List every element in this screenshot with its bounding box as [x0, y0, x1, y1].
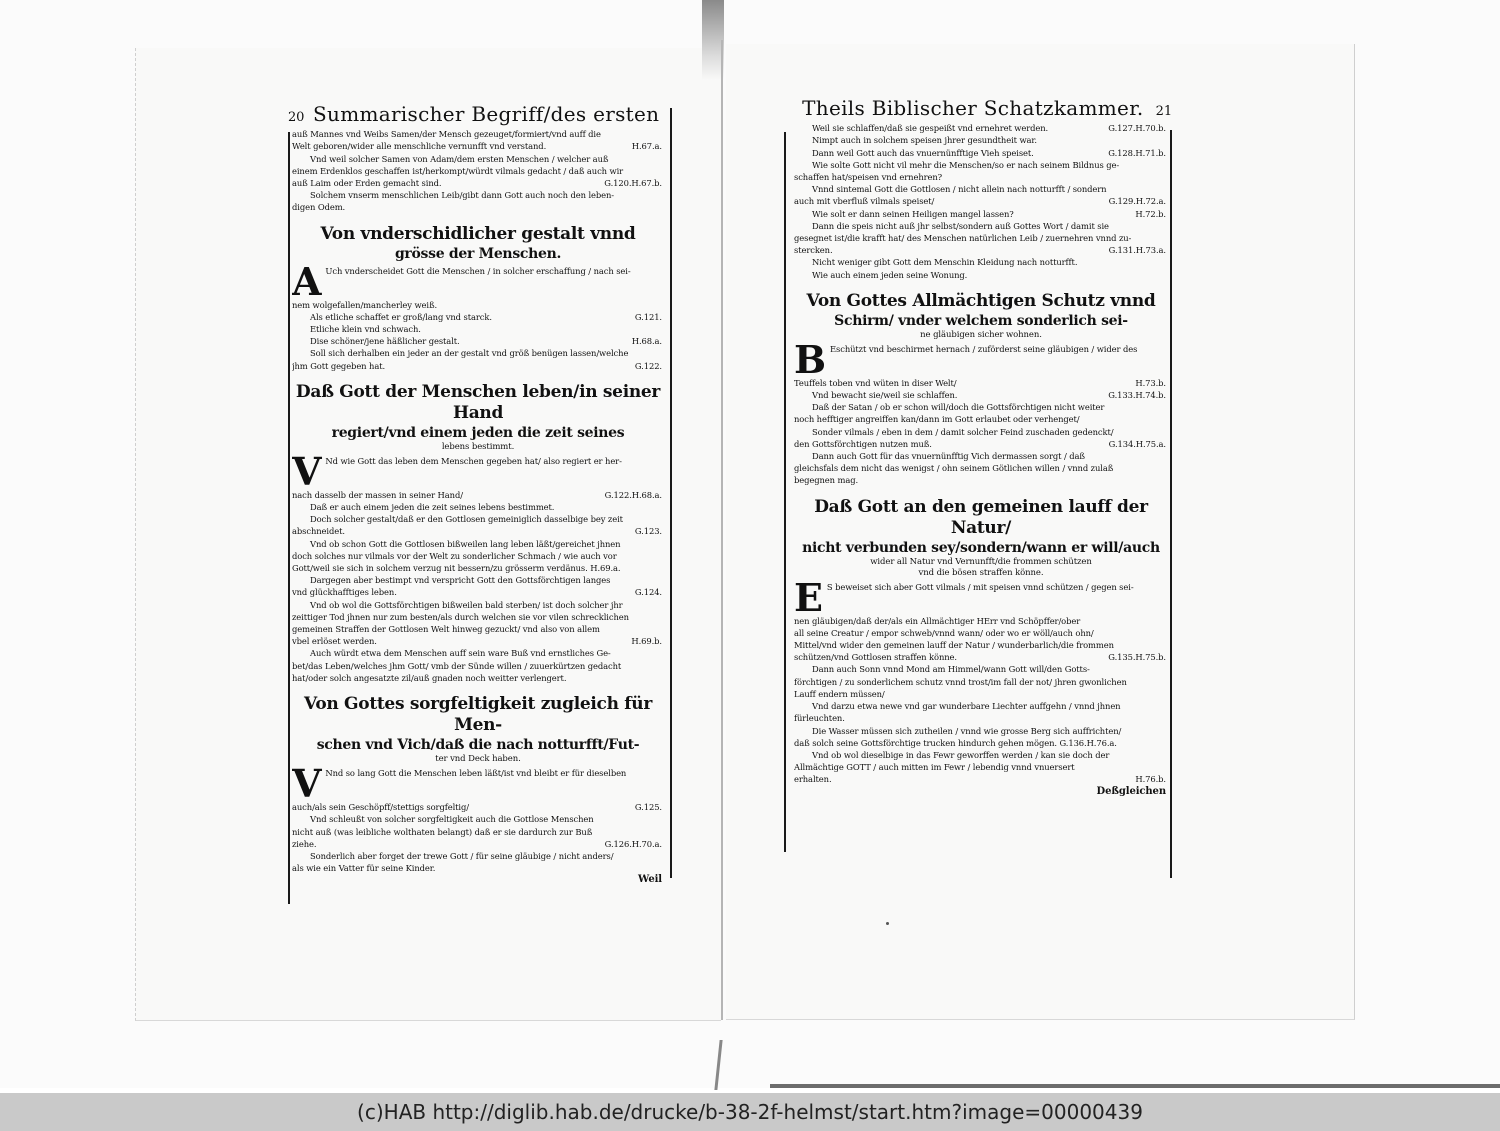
- line-text: Lauff endern müssen/: [794, 688, 885, 699]
- text-line: [292, 813, 662, 825]
- line-text: nem wolgefallen/mancherley weiß.: [292, 299, 438, 310]
- drop-initial: E: [794, 580, 823, 615]
- marginal-reference: G.131.H.73.a.: [1108, 245, 1166, 256]
- drop-initial: V: [292, 767, 322, 802]
- text-line: [794, 389, 1166, 401]
- section-body: [288, 265, 668, 372]
- running-title: Summarischer Begriff/des ersten: [313, 102, 660, 126]
- line-text: gemeinen Straffen der Gottlosen Welt hinweg gezuckt/ vnd also von allem: [292, 624, 600, 635]
- line-text: Dargegen aber bestimpt vnd verspricht Gott den Gottsförchtigen langes: [310, 575, 611, 586]
- line-text: daß solch seine Gottsförchtige trucken hindurch gehen mögen. G.136.H.76.a.: [794, 737, 1117, 748]
- text-line: [292, 489, 662, 501]
- line-text: nicht auß (was leibliche wolthaten belangt) daß er sie dardurch zur Buß: [292, 826, 593, 837]
- section-heading-line: Von Gottes sorgfeltigkeit zugleich für Men-: [304, 694, 652, 736]
- line-text: bet/das Leben/welches jhm Gott/ vmb der Sünde willen / zuuerkürtzen gedacht: [292, 660, 622, 671]
- text-line: [292, 635, 662, 647]
- text-line: [292, 850, 662, 862]
- section-heading: [288, 224, 668, 263]
- marginal-reference: G.128.H.71.b.: [1108, 147, 1166, 158]
- left-page: [288, 102, 668, 887]
- section-heading-subline: ne gläubigen sicher wohnen.: [920, 329, 1042, 340]
- line-text: Vnnd sintemal Gott die Gottlosen / nicht allein nach notturfft / sondern: [812, 184, 1107, 195]
- text-line: [292, 562, 662, 574]
- section-heading-line: Daß Gott der Menschen leben/in seiner Hand: [295, 381, 661, 423]
- text-line: [292, 347, 662, 359]
- marginal-reference: G.123.: [634, 526, 662, 537]
- line-text: auch/als sein Geschöpff/stettigs sorgfeltig/: [292, 802, 469, 813]
- text-line: [794, 426, 1166, 438]
- line-text: gleichsfals dem nicht das wenigst / ohn seinem Götlichen willen / vnnd zulaß: [794, 463, 1114, 474]
- section-heading-line: Von Gottes Allmächtigen Schutz vnnd: [806, 290, 1156, 311]
- right-column-rule: [784, 132, 786, 852]
- section-heading-line: regiert/vnd einem jeden die zeit seines: [331, 424, 625, 441]
- line-text: Wie solte Gott nicht vil mehr die Menschen/so er nach seinem Bildnus ge-: [812, 159, 1120, 170]
- line-text: Wie auch einem jeden seine Wonung.: [812, 269, 968, 280]
- text-line: [794, 147, 1166, 159]
- line-text: Vnd ob schon Gott die Gottlosen bißweilen lang leben läßt/gereichet jhnen: [310, 538, 621, 549]
- line-text: Solchem vnserm menschlichen Leib/gibt dann Gott auch noch den leben-: [310, 190, 615, 201]
- line-text: nen gläubigen/daß der/als ein Allmächtiger HErr vnd Schöpffer/ober: [794, 615, 1081, 626]
- drop-initial: V: [292, 454, 322, 489]
- line-text: zeittiger Tod jhnen nur zum besten/als durch welchen sie vor vilen schrecklichen: [292, 611, 629, 622]
- text-line: [794, 401, 1166, 413]
- section-heading: [790, 497, 1172, 579]
- line-text: den Gottsförchtigen nutzen muß.: [794, 438, 932, 449]
- text-line: [292, 153, 662, 165]
- line-text: S beweiset sich aber Gott vilmals / mit speisen vnnd schützen / gegen sei-: [826, 581, 1134, 592]
- section-heading-subline: vnd die bösen straffen könne.: [918, 567, 1044, 578]
- left-opening-block: [288, 128, 668, 213]
- left-column-rule-right: [670, 108, 672, 878]
- line-text: Nd wie Gott das leben dem Menschen gegeben hat/ also regiert er her-: [325, 455, 622, 466]
- line-text: Vnd weil solcher Samen von Adam/dem ersten Menschen / welcher auß: [310, 153, 609, 164]
- text-line: [794, 450, 1166, 462]
- text-line: [794, 159, 1166, 171]
- line-text: Auch würdt etwa dem Menschen auff sein ware Buß vnd ernstliches Ge-: [310, 648, 611, 659]
- text-line: [292, 623, 662, 635]
- page-number: 21: [1155, 104, 1172, 119]
- section-heading-line: Schirm/ vnder welchem sonderlich sei-: [834, 312, 1128, 329]
- marginal-reference: H.72.b.: [1135, 208, 1166, 219]
- text-line: [292, 201, 662, 213]
- marginal-reference: H.69.b.: [631, 636, 662, 647]
- text-line: [794, 651, 1166, 663]
- marginal-reference: H.76.b.: [1135, 774, 1166, 785]
- line-text: Dann die speis nicht auß jhr selbst/sondern auß Gottes Wort / damit sie: [812, 220, 1109, 231]
- text-line: [292, 525, 662, 537]
- text-line: [292, 513, 662, 525]
- section-heading-line: Daß Gott an den gemeinen lauff der Natur/: [814, 496, 1148, 538]
- line-text: Wie solt er dann seinen Heiligen mangel lassen?: [812, 208, 1014, 219]
- text-line: [292, 323, 662, 335]
- line-text: Allmächtige GOTT / auch mitten im Fewr / lebendig vnnd vnuersert: [794, 762, 1075, 773]
- text-line: [794, 663, 1166, 675]
- line-text: Vnd ob wol dieselbige in das Fewr geworffen werden / kan sie doch der: [812, 749, 1110, 760]
- line-text: jhm Gott gegeben hat.: [292, 360, 386, 371]
- text-line: [292, 672, 662, 684]
- section-heading-subline: wider all Natur vnd Vernunfft/die frommen schützen: [870, 556, 1092, 567]
- text-line: [292, 574, 662, 586]
- text-line: [794, 171, 1166, 183]
- line-text: auß Laim oder Erden gemacht sind.: [292, 178, 442, 189]
- drop-initial: A: [292, 264, 322, 299]
- section-heading-subline: lebens bestimmt.: [441, 441, 515, 452]
- line-text: ziehe.: [292, 838, 317, 849]
- line-text: begegnen mag.: [794, 475, 859, 486]
- text-line: [794, 688, 1166, 700]
- line-text: Nicht weniger gibt Gott dem Menschin Kleidung nach notturfft.: [812, 257, 1078, 268]
- marginal-reference: G.124.: [634, 587, 662, 598]
- text-line: [292, 165, 662, 177]
- text-line: [794, 474, 1166, 486]
- marginal-reference: H.73.b.: [1135, 377, 1166, 388]
- line-text: Vnd darzu etwa newe vnd gar wunderbare Liechter auffgehn / vnnd jhnen: [812, 701, 1121, 712]
- marginal-reference: G.125.: [634, 802, 662, 813]
- text-line: [794, 712, 1166, 724]
- text-line: [794, 737, 1166, 749]
- text-line: [794, 639, 1166, 651]
- text-line: [794, 195, 1166, 207]
- text-line: [292, 586, 662, 598]
- text-line: [292, 647, 662, 659]
- marginal-reference: G.120.H.67.b.: [604, 178, 662, 189]
- text-line: [292, 538, 662, 550]
- line-text: erhalten.: [794, 774, 832, 785]
- line-text: Uch vnderscheidet Gott die Menschen / in solcher erschaffung / nach sei-: [325, 265, 631, 276]
- line-text: digen Odem.: [292, 202, 346, 213]
- section-heading-subline: ter vnd Deck haben.: [435, 754, 521, 765]
- marginal-reference: H.67.a.: [631, 141, 662, 152]
- text-line: [292, 862, 662, 874]
- text-line: [794, 462, 1166, 474]
- running-title: Theils Biblischer Schatzkammer.: [802, 96, 1144, 120]
- section-heading-line: Von vnderschidlicher gestalt vnnd: [320, 223, 636, 244]
- line-text: Soll sich derhalben ein jeder an der gestalt vnd größ benügen lassen/welche: [310, 348, 629, 359]
- gutter-line: [721, 40, 723, 1020]
- text-line: [794, 343, 1166, 377]
- line-text: stercken.: [794, 245, 833, 256]
- line-text: vbel erlöset werden.: [292, 636, 377, 647]
- text-line: [794, 627, 1166, 639]
- copyright-footer: [0, 1093, 1500, 1131]
- text-line: [292, 299, 662, 311]
- text-line: [794, 615, 1166, 627]
- text-line: [794, 183, 1166, 195]
- line-text: nach dasselb der massen in seiner Hand/: [292, 489, 463, 500]
- text-line: [292, 550, 662, 562]
- text-line: [292, 767, 662, 801]
- section-heading: [790, 291, 1172, 341]
- line-text: Mittel/vnd wider den gemeinen lauff der Natur / wunderbarlich/die frommen: [794, 640, 1114, 651]
- text-line: [292, 599, 662, 611]
- text-line: [292, 455, 662, 489]
- line-text: schützen/vnd Gottlosen straffen könne.: [794, 652, 957, 663]
- line-text: Dise schöner/jene häßlicher gestalt.: [310, 336, 460, 347]
- line-text: noch hefftiger angreiffen kan/dann im Gott erlaubet oder verhenget/: [794, 414, 1080, 425]
- text-line: [794, 773, 1166, 785]
- line-text: Daß der Satan / ob er schon will/doch die Gottsförchtigen nicht weiter: [812, 402, 1105, 413]
- catchword: Deßgleichen: [1096, 785, 1166, 797]
- text-line: [794, 725, 1166, 737]
- text-line: [292, 826, 662, 838]
- line-text: Dann auch Sonn vnnd Mond am Himmel/wann Gott will/den Gotts-: [812, 664, 1090, 675]
- section-heading: [288, 694, 668, 765]
- section-body: [288, 767, 668, 874]
- section-body: [790, 343, 1172, 487]
- marginal-reference: G.135.H.75.b.: [1108, 652, 1166, 663]
- section-heading-line: schen vnd Vich/daß die nach notturfft/Fut-: [316, 737, 640, 754]
- marginal-reference: G.129.H.72.a.: [1108, 196, 1166, 207]
- line-text: Nimpt auch in solchem speisen jhrer gesundtheit war.: [812, 135, 1037, 146]
- section-heading: [288, 382, 668, 453]
- text-line: [292, 611, 662, 623]
- line-text: Sonderlich aber forget der trewe Gott / für seine gläubige / nicht anders/: [310, 850, 614, 861]
- line-text: einem Erdenklos geschaffen ist/herkompt/würdt vilmals gedacht / daß auch wir: [292, 165, 624, 176]
- text-line: [794, 438, 1166, 450]
- text-line: [794, 413, 1166, 425]
- text-line: [794, 761, 1166, 773]
- text-line: [794, 581, 1166, 615]
- text-line: [794, 269, 1166, 281]
- text-line: [292, 265, 662, 299]
- section-heading-line: grösse der Menschen.: [394, 245, 562, 262]
- left-page-header: [288, 102, 668, 126]
- marginal-reference: H.68.a.: [631, 336, 662, 347]
- text-line: [794, 700, 1166, 712]
- line-text: Vnd ob wol die Gottsförchtigen bißweilen bald sterben/ ist doch solcher jhr: [310, 599, 623, 610]
- line-text: fürleuchten.: [794, 713, 845, 724]
- line-text: auß Mannes vnd Weibs Samen/der Mensch gezeuget/formiert/vnd auff die: [292, 129, 601, 140]
- text-line: [794, 749, 1166, 761]
- line-text: Die Wasser müssen sich zutheilen / vnnd wie grosse Berg sich auffrichten/: [812, 725, 1122, 736]
- text-line: [794, 377, 1166, 389]
- text-line: [292, 140, 662, 152]
- text-line: [794, 134, 1166, 146]
- line-text: Doch solcher gestalt/daß er den Gottlosen gemeiniglich dasselbige bey zeit: [310, 514, 623, 525]
- text-line: [794, 232, 1166, 244]
- line-text: all seine Creatur / empor schweb/vnnd wann/ oder wo er wöll/auch ohn/: [794, 627, 1094, 638]
- text-line: [794, 122, 1166, 134]
- text-line: [794, 208, 1166, 220]
- catchword: Weil: [638, 874, 662, 886]
- text-line: [292, 177, 662, 189]
- line-text: als wie ein Vatter für seine Kinder.: [292, 863, 436, 874]
- text-line: [292, 360, 662, 372]
- marginal-reference: G.126.H.70.a.: [604, 838, 662, 849]
- marginal-reference: G.134.H.75.a.: [1108, 438, 1166, 449]
- line-text: gesegnet ist/die krafft hat/ des Menschen natürlichen Leib / zuernehren vnnd zu-: [794, 233, 1132, 244]
- drop-initial: B: [794, 342, 827, 377]
- marginal-reference: G.127.H.70.b.: [1108, 123, 1166, 134]
- marginal-reference: G.121.: [634, 311, 662, 322]
- marginal-reference: G.133.H.74.b.: [1108, 390, 1166, 401]
- line-text: schaffen hat/speisen vnd ernehren?: [794, 172, 943, 183]
- bottom-edge: [770, 1084, 1500, 1088]
- marginal-reference: G.122.: [634, 360, 662, 371]
- line-text: Eschützt vnd beschirmet hernach / zuförderst seine gläubigen / wider des: [830, 343, 1138, 354]
- section-body: [288, 455, 668, 684]
- right-page: [790, 96, 1172, 798]
- line-text: förchtigen / zu sonderlichem schutz vnnd trost/im fall der not/ jhren gwonlichen: [794, 676, 1127, 687]
- line-text: Welt geboren/wider alle menschliche vernunfft vnd verstand.: [292, 141, 547, 152]
- line-text: Nnd so lang Gott die Menschen leben läßt/ist vnd bleibt er für dieselben: [325, 768, 627, 779]
- text-line: [292, 660, 662, 672]
- line-text: Dann weil Gott auch das vnuernünfftige Vieh speiset.: [812, 147, 1034, 158]
- text-line: [292, 501, 662, 513]
- text-line: [794, 676, 1166, 688]
- text-line: [292, 838, 662, 850]
- line-text: Teuffels toben vnd wüten in diser Welt/: [794, 377, 957, 388]
- line-text: Daß er auch einem jeden die zeit seines lebens bestimmet.: [310, 502, 555, 513]
- right-page-header: [790, 96, 1172, 120]
- line-text: abschneidet.: [292, 526, 345, 537]
- page-number: 20: [288, 110, 305, 125]
- section-heading-line: nicht verbunden sey/sondern/wann er will/auch: [802, 539, 1160, 556]
- line-text: Etliche klein vnd schwach.: [310, 324, 421, 335]
- section-body: [790, 581, 1172, 786]
- line-text: Dann auch Gott für das vnuernünfftig Vich dermassen sorgt / daß: [812, 451, 1085, 462]
- text-line: [292, 335, 662, 347]
- line-text: Vnd schleußt von solcher sorgfeltigkeit auch die Gottlose Menschen: [310, 814, 594, 825]
- text-line: [794, 244, 1166, 256]
- line-text: Sonder vilmals / eben in dem / damit solcher Feind zuschaden gedenckt/: [812, 426, 1114, 437]
- text-line: [292, 189, 662, 201]
- line-text: hat/oder solch angesatzte zil/auß gnaden noch weitter verlengert.: [292, 672, 567, 683]
- text-line: [292, 128, 662, 140]
- line-text: doch solches nur vilmals vor der Welt zu sonderlicher Schmach / wie auch vor: [292, 550, 617, 561]
- line-text: Gott/weil sie sich in solchem verzug nit bessern/zu grösserm verdänus. H.69.a.: [292, 563, 621, 574]
- text-line: [292, 311, 662, 323]
- line-text: Vnd bewacht sie/weil sie schlaffen.: [812, 390, 958, 401]
- line-text: vnd glückhafftiges leben.: [292, 587, 397, 598]
- text-line: [794, 220, 1166, 232]
- line-text: auch mit vberfluß vilmals speiset/: [794, 196, 935, 207]
- footer-text: (c)HAB http://diglib.hab.de/drucke/b-38-2f-helmst/start.htm?image=00000439: [357, 1100, 1143, 1124]
- right-opening-block: [790, 122, 1172, 281]
- text-line: [292, 801, 662, 813]
- text-line: [794, 256, 1166, 268]
- line-text: Weil sie schlaffen/daß sie gespeißt vnd ernehret werden.: [812, 123, 1049, 134]
- line-text: Als etliche schaffet er groß/lang vnd starck.: [310, 311, 492, 322]
- ink-speck: [886, 922, 889, 925]
- marginal-reference: G.122.H.68.a.: [604, 489, 662, 500]
